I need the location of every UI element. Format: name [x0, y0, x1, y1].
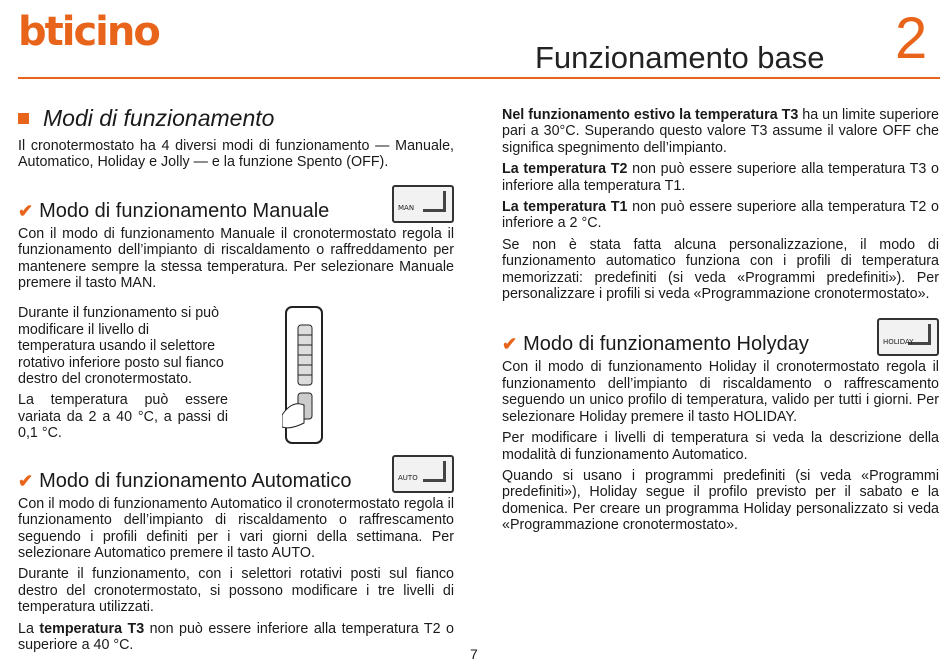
automatico-paragraph-1: Con il modo di funzionamento Automatico il cronotermostato regola il funzionamento dell’impianto di riscaldamento o raffrescamento seguendo i profili definiti per i vari giorni della settimana. Per selezionare Automatico premere il tasto AUTO.	[18, 495, 454, 561]
holiday-heading	[502, 318, 939, 356]
page-title: Funzionamento base	[535, 40, 825, 75]
automatico-paragraph-3	[18, 621, 454, 654]
right-column	[502, 107, 939, 539]
text: non può essere inferiore alla temperatura T2 o superiore a 40 °C.	[18, 620, 455, 653]
text: non può essere superiore alla temperatura T3 o inferiore alla temperatura T1.	[502, 161, 939, 194]
checkmark-icon: ✔	[18, 470, 34, 491]
manuale-side-block	[18, 305, 454, 446]
intro-paragraph: Il cronotermostato ha 4 diversi modi di funzionamento — Manuale, Automatico, Holiday e Jolly — e la funzione Spento (OFF).	[18, 138, 454, 171]
automatico-paragraph-2: Durante il funzionamento, con i selettori rotativi posti sul fianco destro del cronotermostato, si possono modificare i tre livelli di temperatura utilizzati.	[18, 566, 454, 616]
square-bullet-icon	[18, 113, 29, 124]
holiday-title: Modo di funzionamento Holyday	[523, 333, 809, 356]
personalization-paragraph: Se non è stata fatta alcuna personalizzazione, il modo di funzionamento automatico funziona con i profili di temperatura memorizzati: predefiniti (si veda «Programmi predefiniti»). Per personalizzare i profili si veda «Programmazione cronotermostato».	[502, 236, 939, 303]
thermostat-side-illustration	[282, 305, 326, 445]
logo-text: bticino	[18, 9, 159, 55]
checkmark-icon: ✔	[502, 334, 518, 355]
text: ha un limite superiore pari a 30°C. Superando questo valore T3 assume il valore OFF che significa spegnimento dell’impianto.	[502, 107, 939, 156]
automatico-heading	[18, 455, 454, 493]
auto-display-icon	[392, 455, 454, 493]
t1-paragraph	[502, 199, 939, 232]
holiday-paragraph-1: Con il modo di funzionamento Holiday il cronotermostato regola il funzionamento dell’impianto di riscaldamento o raffrescamento seguendo un unico profilo di temperatura, valido per tutti i giorni. Per selezionare Holiday premere il tasto HOLIDAY.	[502, 359, 939, 425]
holiday-display-icon	[877, 318, 939, 356]
holiday-icon-label: HOLIDAY	[883, 338, 914, 347]
brand-logo	[18, 9, 159, 55]
manuale-paragraph-2: Durante il funzionamento si può modificare il livello di temperatura usando il selettore rotativo inferiore posto sul fianco destro del cronotermostato.	[18, 305, 224, 388]
header-divider	[18, 77, 940, 79]
checkmark-icon: ✔	[18, 200, 34, 221]
holiday-paragraph-2: Per modificare i livelli di temperatura si veda la descrizione della modalità di funzionamento Automatico.	[502, 430, 939, 463]
automatico-title: Modo di funzionamento Automatico	[39, 469, 352, 492]
t3-summer-paragraph	[502, 107, 939, 156]
section-heading	[18, 104, 454, 132]
t2-paragraph	[502, 161, 939, 194]
holiday-paragraph-3: Quando si usano i programmi predefiniti (si veda «Programmi predefiniti»), Holiday segue il profilo previsto per il sabato e la domenica. Per creare un programma Holiday personalizzato si veda «Programmazione cronotermostato».	[502, 467, 939, 534]
section-title: Modi di funzionamento	[43, 105, 275, 131]
bold-text: temperatura T3	[39, 620, 145, 637]
text: non può essere superiore alla temperatura T2 o inferiore a 2 °C.	[502, 199, 939, 232]
man-icon-label: MAN	[398, 204, 415, 213]
manuale-paragraph-3: La temperatura può essere variata da 2 a 40 °C, a passi di 0,1 °C.	[18, 392, 228, 442]
bold-text: Nel funzionamento estivo la temperatura T3	[502, 107, 799, 123]
manuale-paragraph-1: Con il modo di funzionamento Manuale il cronotermostato regola il funzionamento dell’impianto di riscaldamento o raffreddamento per mantenere sempre la stessa temperatura. Per selezionare Manuale premere il tasto MAN.	[18, 225, 454, 292]
manuale-title: Modo di funzionamento Manuale	[39, 199, 330, 222]
manuale-heading	[18, 185, 454, 223]
chapter-number: 2	[895, 6, 928, 71]
bold-text: La temperatura T2	[502, 161, 628, 178]
left-column	[18, 104, 454, 658]
bold-text: La temperatura T1	[502, 199, 628, 216]
man-display-icon	[392, 185, 454, 223]
text: La	[18, 620, 40, 637]
page-number: 7	[470, 646, 478, 662]
auto-icon-label: AUTO	[398, 474, 418, 483]
